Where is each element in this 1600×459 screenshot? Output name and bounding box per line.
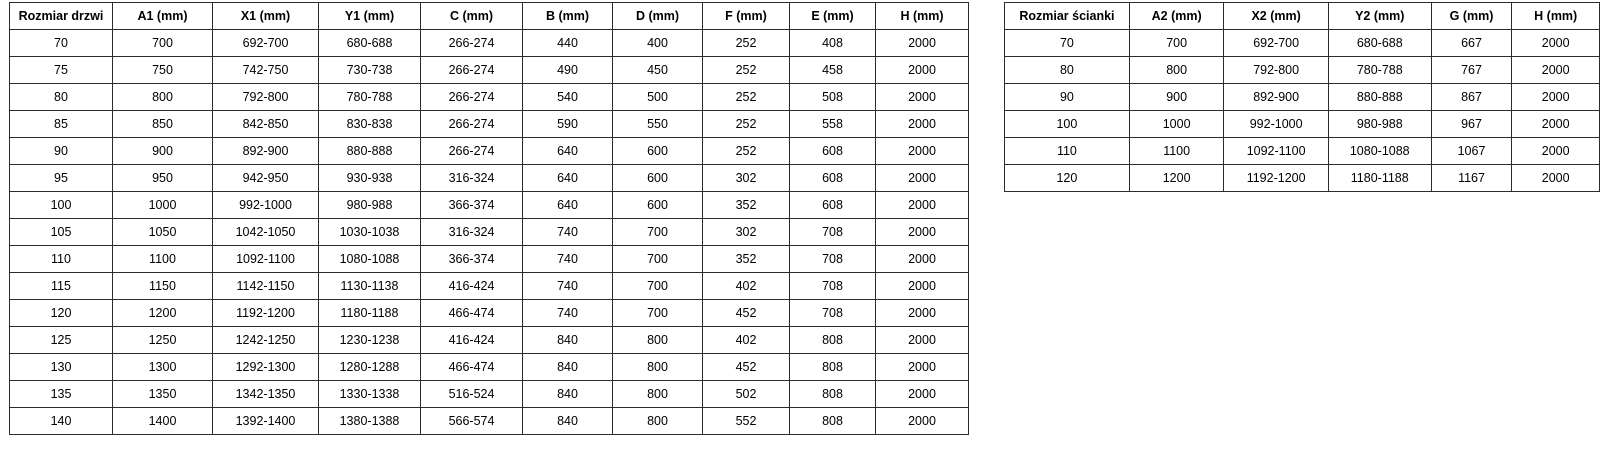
door-table-cell: 252 [703,111,790,138]
door-table-cell: 1400 [113,408,213,435]
wall-table-cell: 800 [1129,57,1224,84]
door-table-cell: 1200 [113,300,213,327]
door-table-cell: 680-688 [319,30,421,57]
door-table-cell: 992-1000 [213,192,319,219]
door-table-cell: 416-424 [421,327,523,354]
door-table-cell: 90 [10,138,113,165]
door-table-cell: 252 [703,57,790,84]
door-table-column-header: A1 (mm) [113,3,213,30]
wall-size-table [1004,2,1600,192]
table-row [10,219,969,246]
door-table-cell: 100 [10,192,113,219]
door-table-cell: 266-274 [421,111,523,138]
wall-table-cell: 692-700 [1224,30,1328,57]
door-table-cell: 840 [523,381,613,408]
door-table-cell: 85 [10,111,113,138]
door-table-cell: 115 [10,273,113,300]
table-header-row [10,3,969,30]
door-table-cell: 608 [790,192,876,219]
wall-table-column-header: Rozmiar ścianki [1005,3,1130,30]
wall-table-cell: 90 [1005,84,1130,111]
door-table-cell: 450 [613,57,703,84]
wall-table-cell: 2000 [1512,165,1600,192]
door-table-cell: 800 [113,84,213,111]
door-table-cell: 466-474 [421,354,523,381]
door-table-column-header: Y1 (mm) [319,3,421,30]
door-table-column-header: F (mm) [703,3,790,30]
table-row [10,327,969,354]
door-table-cell: 402 [703,273,790,300]
door-table-cell: 266-274 [421,84,523,111]
table-row [1005,138,1600,165]
door-table-cell: 366-374 [421,246,523,273]
door-table-cell: 400 [613,30,703,57]
door-table-cell: 458 [790,57,876,84]
door-table-cell: 2000 [876,30,969,57]
door-table-column-header: B (mm) [523,3,613,30]
door-table-cell: 780-788 [319,84,421,111]
wall-table-cell: 110 [1005,138,1130,165]
wall-table-cell: 1092-1100 [1224,138,1328,165]
table-row [10,192,969,219]
door-table-cell: 2000 [876,192,969,219]
table-row [1005,30,1600,57]
door-table-cell: 2000 [876,84,969,111]
door-table-cell: 1130-1138 [319,273,421,300]
door-table-cell: 708 [790,273,876,300]
table-row [1005,111,1600,138]
wall-table-cell: 2000 [1512,84,1600,111]
door-table-cell: 2000 [876,408,969,435]
wall-table-cell: 992-1000 [1224,111,1328,138]
door-table-cell: 640 [523,138,613,165]
door-table-cell: 808 [790,354,876,381]
wall-table-cell: 2000 [1512,138,1600,165]
wall-table-cell: 880-888 [1328,84,1431,111]
wall-table-cell: 980-988 [1328,111,1431,138]
door-table-cell: 740 [523,300,613,327]
door-table-cell: 2000 [876,165,969,192]
door-table-cell: 1380-1388 [319,408,421,435]
table-row [10,111,969,138]
door-table-cell: 740 [523,219,613,246]
door-table-cell: 110 [10,246,113,273]
table-row [10,273,969,300]
door-table-cell: 95 [10,165,113,192]
wall-table-cell: 867 [1431,84,1512,111]
door-table-cell: 1350 [113,381,213,408]
wall-table-column-header: G (mm) [1431,3,1512,30]
door-table-column-header: C (mm) [421,3,523,30]
door-table-cell: 700 [613,300,703,327]
door-table-cell: 2000 [876,246,969,273]
door-table-column-header: D (mm) [613,3,703,30]
door-table-cell: 366-374 [421,192,523,219]
door-size-table [9,2,969,435]
door-table-cell: 452 [703,300,790,327]
door-table-cell: 130 [10,354,113,381]
door-table-cell: 808 [790,381,876,408]
door-table-cell: 1300 [113,354,213,381]
door-table-cell: 840 [523,408,613,435]
wall-table-cell: 1100 [1129,138,1224,165]
door-table-cell: 125 [10,327,113,354]
wall-table-cell: 700 [1129,30,1224,57]
wall-table-cell: 1167 [1431,165,1512,192]
door-table-body [10,30,969,435]
door-table-cell: 120 [10,300,113,327]
door-table-cell: 590 [523,111,613,138]
door-table-cell: 135 [10,381,113,408]
door-table-cell: 252 [703,30,790,57]
wall-table-cell: 780-788 [1328,57,1431,84]
table-row [10,138,969,165]
wall-table-cell: 2000 [1512,111,1600,138]
wall-table-cell: 1067 [1431,138,1512,165]
door-table-cell: 742-750 [213,57,319,84]
door-table-cell: 2000 [876,381,969,408]
wall-table-column-header: H (mm) [1512,3,1600,30]
door-table-cell: 552 [703,408,790,435]
door-table-cell: 500 [613,84,703,111]
door-table-cell: 2000 [876,111,969,138]
door-table-cell: 600 [613,138,703,165]
door-table-cell: 302 [703,165,790,192]
wall-table-column-header: A2 (mm) [1129,3,1224,30]
door-table-cell: 1230-1238 [319,327,421,354]
wall-table-cell: 70 [1005,30,1130,57]
table-row [10,84,969,111]
door-table-cell: 2000 [876,219,969,246]
door-table-cell: 830-838 [319,111,421,138]
door-table-cell: 516-524 [421,381,523,408]
door-table-cell: 700 [113,30,213,57]
door-table-cell: 1142-1150 [213,273,319,300]
door-table-cell: 640 [523,165,613,192]
table-row [10,408,969,435]
door-table-cell: 416-424 [421,273,523,300]
wall-table-cell: 1180-1188 [1328,165,1431,192]
wall-table-cell: 892-900 [1224,84,1328,111]
door-table-column-header: Rozmiar drzwi [10,3,113,30]
door-table-cell: 608 [790,165,876,192]
door-table-cell: 792-800 [213,84,319,111]
door-table-cell: 808 [790,327,876,354]
door-table-cell: 1000 [113,192,213,219]
door-table-cell: 730-738 [319,57,421,84]
door-table-cell: 950 [113,165,213,192]
door-table-cell: 808 [790,408,876,435]
wall-table-cell: 667 [1431,30,1512,57]
door-table-cell: 80 [10,84,113,111]
door-table-cell: 1100 [113,246,213,273]
door-table-column-header: E (mm) [790,3,876,30]
door-table-cell: 558 [790,111,876,138]
door-table-cell: 352 [703,246,790,273]
wall-table-cell: 1200 [1129,165,1224,192]
door-table-cell: 316-324 [421,219,523,246]
wall-table-cell: 2000 [1512,57,1600,84]
door-table-cell: 700 [613,246,703,273]
wall-table-cell: 1000 [1129,111,1224,138]
door-table-cell: 600 [613,165,703,192]
wall-table-column-header: X2 (mm) [1224,3,1328,30]
door-table-cell: 302 [703,219,790,246]
door-table-cell: 402 [703,327,790,354]
door-table-cell: 316-324 [421,165,523,192]
door-table-cell: 502 [703,381,790,408]
door-table-cell: 490 [523,57,613,84]
door-table-cell: 70 [10,30,113,57]
door-table-cell: 2000 [876,273,969,300]
table-header-row [1005,3,1600,30]
wall-table-cell: 680-688 [1328,30,1431,57]
wall-table-cell: 100 [1005,111,1130,138]
door-table-cell: 252 [703,138,790,165]
wall-table-cell: 900 [1129,84,1224,111]
door-table-cell: 1330-1338 [319,381,421,408]
door-table-cell: 600 [613,192,703,219]
door-table-cell: 452 [703,354,790,381]
door-table-cell: 800 [613,381,703,408]
wall-table-cell: 1080-1088 [1328,138,1431,165]
door-table-cell: 850 [113,111,213,138]
door-table-cell: 692-700 [213,30,319,57]
wall-table-cell: 767 [1431,57,1512,84]
door-table-cell: 892-900 [213,138,319,165]
door-table-cell: 1180-1188 [319,300,421,327]
door-table-cell: 842-850 [213,111,319,138]
door-table-cell: 2000 [876,354,969,381]
door-table-cell: 550 [613,111,703,138]
door-table-cell: 2000 [876,57,969,84]
door-table-cell: 140 [10,408,113,435]
wall-table-cell: 967 [1431,111,1512,138]
door-table-cell: 608 [790,138,876,165]
door-table-column-header: X1 (mm) [213,3,319,30]
door-table-cell: 1392-1400 [213,408,319,435]
door-table-cell: 1150 [113,273,213,300]
table-row [1005,57,1600,84]
door-table-cell: 1250 [113,327,213,354]
door-table-cell: 266-274 [421,138,523,165]
wall-table-cell: 792-800 [1224,57,1328,84]
door-table-cell: 800 [613,408,703,435]
door-table-cell: 640 [523,192,613,219]
door-table-cell: 740 [523,273,613,300]
wall-table-cell: 120 [1005,165,1130,192]
wall-table-cell: 2000 [1512,30,1600,57]
door-table-cell: 2000 [876,138,969,165]
table-row [10,381,969,408]
table-row [10,57,969,84]
door-table-cell: 750 [113,57,213,84]
door-table-cell: 2000 [876,327,969,354]
door-table-cell: 980-988 [319,192,421,219]
door-table-cell: 800 [613,327,703,354]
door-table-cell: 700 [613,273,703,300]
door-table-cell: 105 [10,219,113,246]
door-table-cell: 708 [790,246,876,273]
wall-table-cell: 1192-1200 [1224,165,1328,192]
door-table-cell: 408 [790,30,876,57]
door-table-cell: 2000 [876,300,969,327]
table-row [10,246,969,273]
door-table-cell: 942-950 [213,165,319,192]
door-table-cell: 700 [613,219,703,246]
door-table-cell: 1030-1038 [319,219,421,246]
door-table-cell: 1080-1088 [319,246,421,273]
wall-table-column-header: Y2 (mm) [1328,3,1431,30]
door-table-cell: 1042-1050 [213,219,319,246]
door-table-cell: 1280-1288 [319,354,421,381]
door-table-cell: 930-938 [319,165,421,192]
door-table-cell: 880-888 [319,138,421,165]
door-table-cell: 800 [613,354,703,381]
table-row [1005,84,1600,111]
table-row [10,165,969,192]
door-table-cell: 352 [703,192,790,219]
door-table-cell: 840 [523,354,613,381]
table-row [10,354,969,381]
wall-table-cell: 80 [1005,57,1130,84]
door-table-cell: 266-274 [421,57,523,84]
door-table-cell: 1342-1350 [213,381,319,408]
door-table-cell: 740 [523,246,613,273]
door-table-cell: 1050 [113,219,213,246]
door-table-cell: 1092-1100 [213,246,319,273]
wall-table-body [1005,30,1600,192]
door-table-cell: 1242-1250 [213,327,319,354]
table-row [10,30,969,57]
table-row [10,300,969,327]
door-table-cell: 466-474 [421,300,523,327]
door-table-column-header: H (mm) [876,3,969,30]
door-table-cell: 708 [790,219,876,246]
door-table-cell: 1292-1300 [213,354,319,381]
door-size-table-container [9,2,969,435]
door-table-cell: 508 [790,84,876,111]
door-table-cell: 252 [703,84,790,111]
door-table-cell: 75 [10,57,113,84]
door-table-cell: 566-574 [421,408,523,435]
door-table-cell: 1192-1200 [213,300,319,327]
door-table-cell: 266-274 [421,30,523,57]
table-row [1005,165,1600,192]
wall-size-table-container [1004,2,1600,192]
door-table-cell: 540 [523,84,613,111]
door-table-cell: 708 [790,300,876,327]
door-table-cell: 900 [113,138,213,165]
door-table-cell: 840 [523,327,613,354]
door-table-cell: 440 [523,30,613,57]
